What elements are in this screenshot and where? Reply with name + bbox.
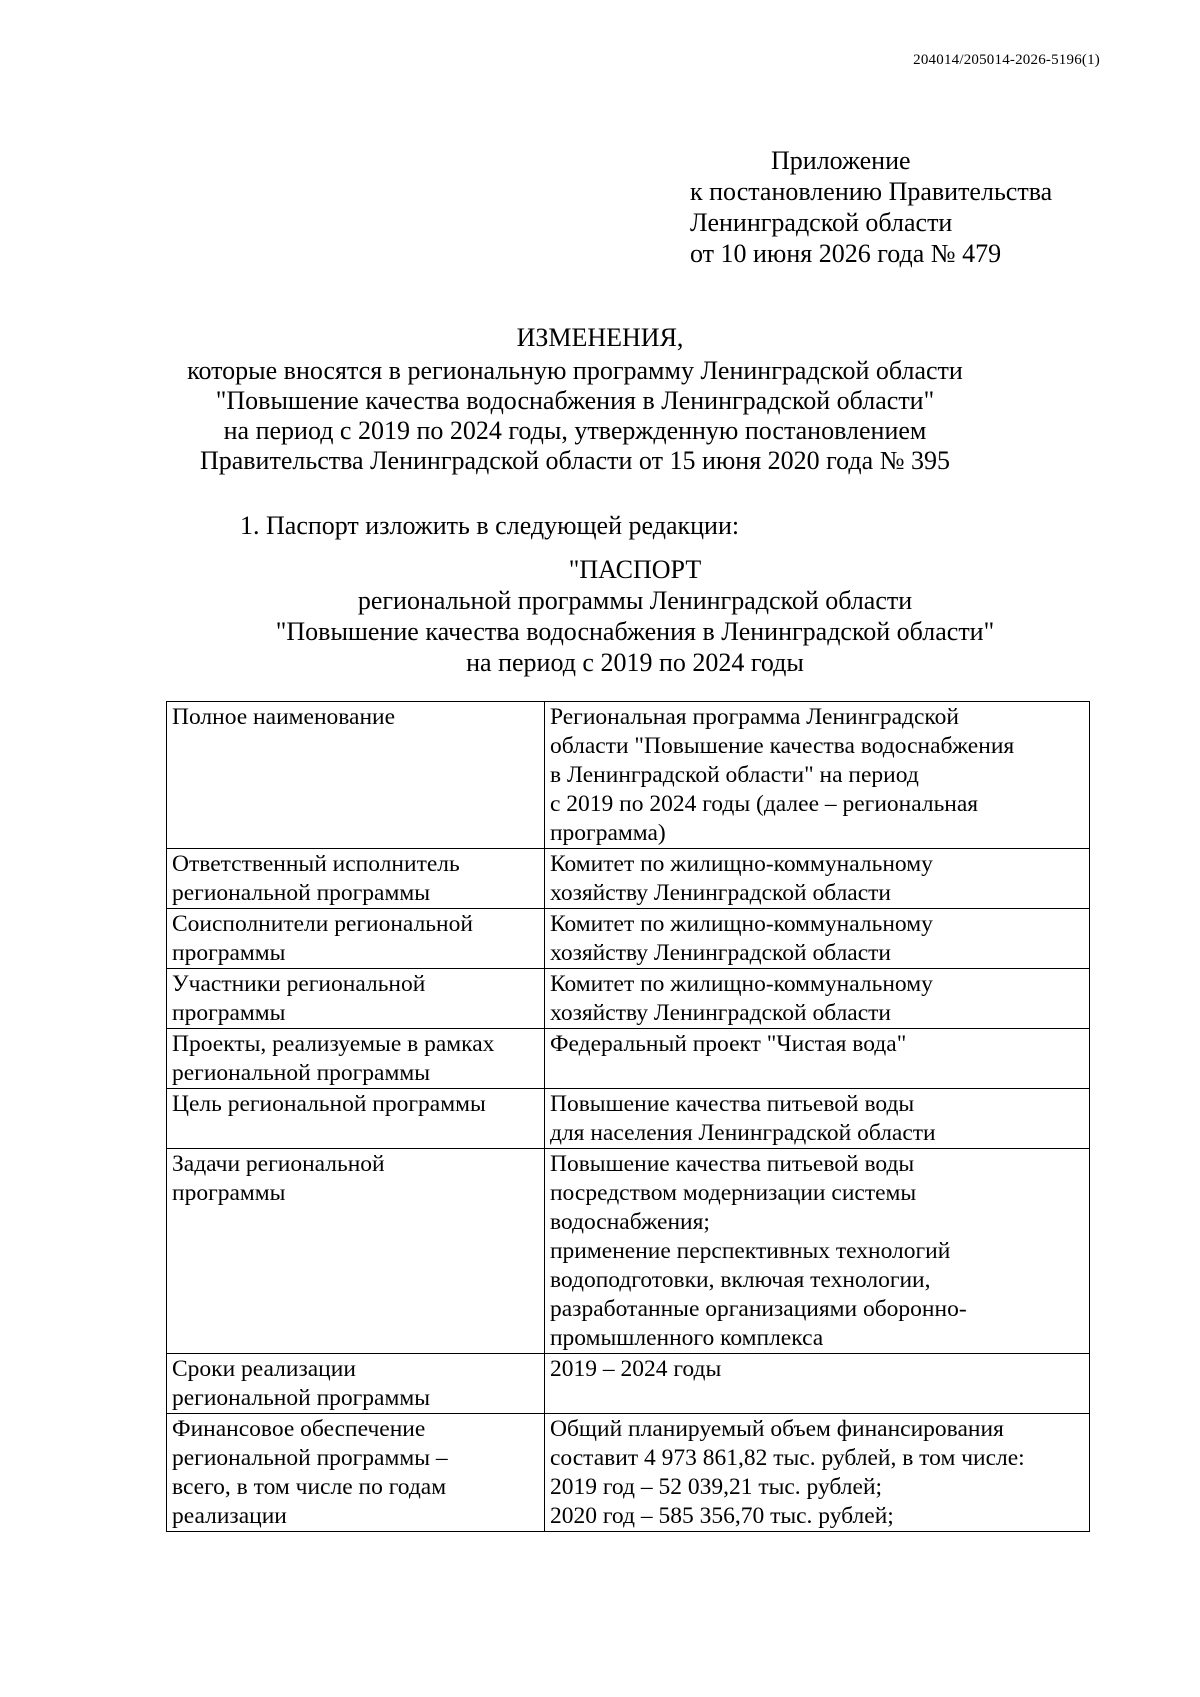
row-value-line: Комитет по жилищно-коммунальному <box>549 851 933 877</box>
row-value-cell <box>544 1029 1089 1089</box>
row-value-line: Повышение качества питьевой воды <box>549 1091 915 1117</box>
row-label-line: реализации <box>172 1503 287 1529</box>
row-label-cell <box>167 909 545 969</box>
changes-subtitle-line: "Повышение качества водоснабжения в Ленинградской области" <box>215 386 935 415</box>
row-label-cell <box>167 1089 545 1149</box>
appendix-line: Ленинградской области <box>690 208 953 237</box>
row-label-line: региональной программы <box>172 1385 431 1411</box>
row-label-line: Проекты, реализуемые в рамках <box>172 1031 495 1057</box>
table-row <box>167 909 1090 969</box>
row-label-line: программы <box>172 1180 286 1206</box>
changes-subtitle-line: которые вносятся в региональную программу Ленинградской области <box>187 356 963 385</box>
row-label-cell <box>167 1354 545 1414</box>
row-value-line: для населения Ленинградской области <box>549 1120 936 1146</box>
changes-subtitle-line: Правительства Ленинградской области от 15 июня 2020 года № 395 <box>199 446 951 475</box>
row-value-line: посредством модернизации системы <box>549 1180 917 1206</box>
row-value-line: Федеральный проект "Чистая вода" <box>549 1031 907 1057</box>
appendix-line: к постановлению Правительства <box>690 177 1053 206</box>
appendix-line: от 10 июня 2026 года № 479 <box>690 239 1002 268</box>
row-value-line: Региональная программа Ленинградской <box>549 704 959 730</box>
row-value-cell <box>544 969 1089 1029</box>
row-label-cell <box>167 1029 545 1089</box>
passport-title-line: "Повышение качества водоснабжения в Ленинградской области" <box>275 617 995 646</box>
row-label-line: Задачи региональной <box>172 1151 385 1177</box>
table-row <box>167 1149 1090 1354</box>
row-value-cell <box>544 909 1089 969</box>
table-row <box>167 849 1090 909</box>
passport-title <box>35 554 1200 678</box>
registration-number: 204014/205014-2026-5196(1) <box>913 52 1100 68</box>
appendix-line: Приложение <box>771 146 911 175</box>
row-value-line: 2019 год – 52 039,21 тыс. рублей; <box>549 1474 883 1500</box>
passport-table-body <box>167 702 1090 1532</box>
row-label-line: Полное наименование <box>172 704 396 730</box>
row-value-line: хозяйству Ленинградской области <box>549 940 891 966</box>
row-value-line: Комитет по жилищно-коммунальному <box>549 971 933 997</box>
changes-subtitle-line: на период с 2019 по 2024 годы, утвержденную постановлением <box>223 416 927 445</box>
row-label-line: региональной программы – <box>172 1445 448 1471</box>
row-value-line: хозяйству Ленинградской области <box>549 1000 891 1026</box>
appendix-block <box>690 145 1052 269</box>
row-value-line: в Ленинградской области" на период <box>549 762 919 788</box>
row-value-line: 2020 год – 585 356,70 тыс. рублей; <box>549 1503 894 1529</box>
row-label-cell <box>167 702 545 849</box>
row-value-line: области "Повышение качества водоснабжения <box>549 733 1015 759</box>
changes-title: ИЗМЕНЕНИЯ, <box>516 323 684 352</box>
row-value-line: хозяйству Ленинградской области <box>549 880 891 906</box>
changes-subtitle <box>0 356 1175 476</box>
row-value-cell <box>544 1414 1089 1532</box>
row-value-line: Комитет по жилищно-коммунальному <box>549 911 933 937</box>
row-label-line: Сроки реализации <box>172 1356 356 1382</box>
row-label-line: программы <box>172 940 286 966</box>
row-value-line: 2019 – 2024 годы <box>549 1356 722 1382</box>
row-label-line: Цель региональной программы <box>172 1091 486 1117</box>
row-label-line: Финансовое обеспечение <box>172 1416 426 1442</box>
table-row <box>167 969 1090 1029</box>
row-label-line: Соисполнители региональной <box>172 911 473 937</box>
table-row <box>167 1354 1090 1414</box>
row-value-cell <box>544 1354 1089 1414</box>
passport-title-line: региональной программы Ленинградской области <box>357 586 913 615</box>
row-value-line: применение перспективных технологий <box>549 1238 951 1264</box>
row-value-line: разработанные организациями оборонно- <box>549 1296 967 1322</box>
row-value-line: Общий планируемый объем финансирования <box>549 1416 1004 1442</box>
row-label-cell <box>167 969 545 1029</box>
row-value-cell <box>544 849 1089 909</box>
row-label-line: Участники региональной <box>172 971 426 997</box>
row-label-line: Ответственный исполнитель <box>172 851 460 877</box>
row-value-cell <box>544 702 1089 849</box>
passport-title-line: "ПАСПОРТ <box>568 555 702 584</box>
passport-title-line: на период с 2019 по 2024 годы <box>466 648 804 677</box>
row-label-line: региональной программы <box>172 880 431 906</box>
row-value-line: с 2019 по 2024 годы (далее – региональная <box>549 791 979 817</box>
row-value-cell <box>544 1089 1089 1149</box>
row-label-cell <box>167 1149 545 1354</box>
table-row <box>167 1089 1090 1149</box>
row-value-line: водоснабжения; <box>549 1209 710 1235</box>
table-row <box>167 1029 1090 1089</box>
item-1-text: 1. Паспорт изложить в следующей редакции: <box>240 511 740 540</box>
row-value-line: составит 4 973 861,82 тыс. рублей, в том числе: <box>549 1445 1025 1471</box>
row-value-cell <box>544 1149 1089 1354</box>
row-label-cell <box>167 849 545 909</box>
table-row <box>167 702 1090 849</box>
passport-table <box>166 701 1090 1532</box>
table-row <box>167 1414 1090 1532</box>
row-label-line: всего, в том числе по годам <box>172 1474 447 1500</box>
row-value-line: программа) <box>549 820 666 846</box>
row-label-line: программы <box>172 1000 286 1026</box>
row-value-line: промышленного комплекса <box>549 1325 824 1351</box>
row-label-cell <box>167 1414 545 1532</box>
row-value-line: Повышение качества питьевой воды <box>549 1151 915 1177</box>
row-label-line: региональной программы <box>172 1060 431 1086</box>
row-value-line: водоподготовки, включая технологии, <box>549 1267 931 1293</box>
